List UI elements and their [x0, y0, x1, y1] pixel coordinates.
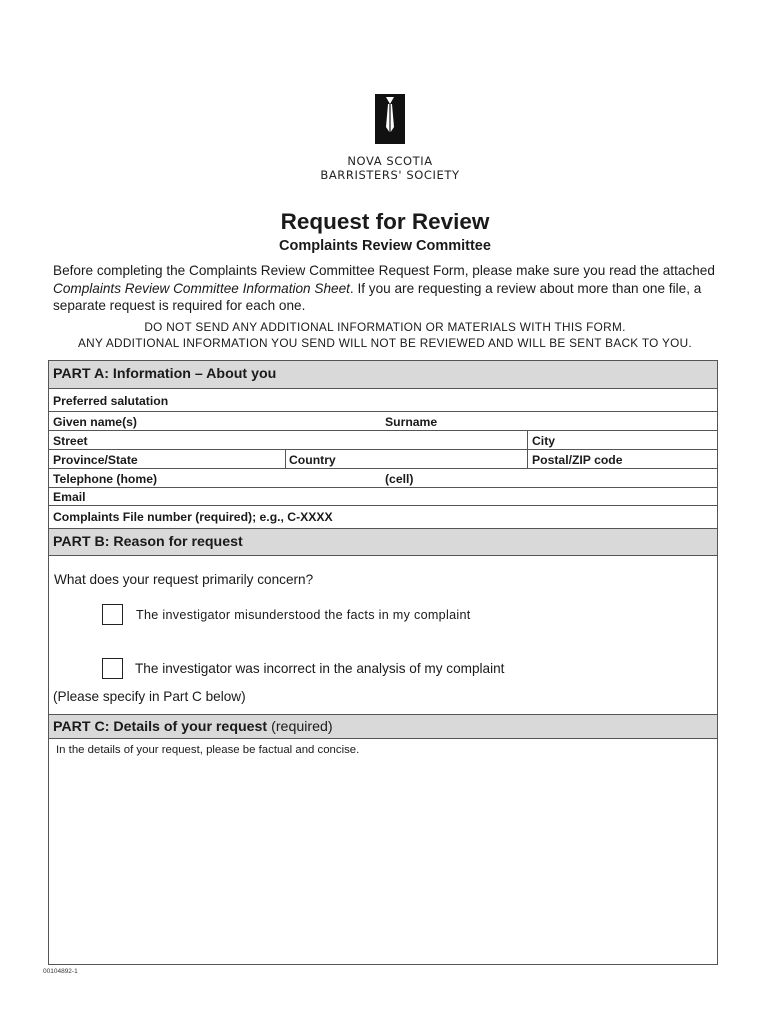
city-label: City: [532, 434, 556, 448]
given-names-label: Given name(s): [53, 415, 137, 429]
details-hint: In the details of your request, please be factual and concise.: [56, 744, 360, 756]
society-logo: [319, 94, 461, 182]
street-row: [49, 431, 717, 450]
intro-paragraph: [53, 262, 721, 315]
email-field[interactable]: [49, 488, 717, 506]
street-city-divider: [527, 431, 528, 449]
required-note: (required): [267, 719, 333, 735]
province-row: [49, 450, 717, 469]
telephone-row: [49, 469, 717, 488]
part-b-heading: PART B: Reason for request: [49, 528, 717, 556]
incorrect-analysis-label: The investigator was incorrect in the analysis of my complaint: [135, 661, 505, 676]
page-title: Request for Review: [280, 209, 490, 234]
information-sheet-title: Complaints Review Committee Information Sheet: [53, 280, 350, 296]
part-c-heading: PART C: Details of your request (required): [49, 714, 717, 739]
country-postal-divider: [527, 450, 528, 468]
request-form: [48, 360, 718, 965]
incorrect-analysis-checkbox[interactable]: [102, 658, 123, 679]
country-label: Country: [289, 453, 336, 467]
province-country-divider: [285, 450, 286, 468]
misunderstood-facts-checkbox[interactable]: [102, 604, 123, 625]
cell-label: (cell): [385, 472, 414, 486]
province-state-label: Province/State: [53, 453, 138, 467]
email-label: Email: [53, 490, 86, 504]
file-number-label: Complaints File number (required); e.g., C-XXXX: [53, 510, 333, 524]
telephone-home-label: Telephone (home): [53, 472, 158, 486]
intro-text-after: . If you are requesting a review about more than one file, a separate request is required for each one.: [53, 280, 702, 313]
surname-label: Surname: [385, 415, 438, 429]
preferred-salutation-label: Preferred salutation: [53, 394, 169, 408]
specify-note: (Please specify in Part C below): [53, 689, 246, 704]
preferred-salutation-field[interactable]: [49, 389, 717, 412]
name-row: [49, 412, 717, 431]
logo-line-2: BARRISTERS' SOCIETY: [320, 168, 460, 182]
logo-line-1: NOVA SCOTIA: [347, 154, 433, 168]
intro-text-before: Before completing the Complaints Review Committee Request Form, please make sure you read the attached: [53, 263, 715, 278]
concern-question: What does your request primarily concern?: [54, 572, 314, 587]
street-label: Street: [53, 434, 88, 448]
misunderstood-facts-label: The investigator misunderstood the facts in my complaint: [136, 608, 471, 622]
notice-line-1: DO NOT SEND ANY ADDITIONAL INFORMATION OR MATERIALS WITH THIS FORM.: [144, 320, 626, 334]
barrister-robe-icon: [375, 94, 405, 144]
postal-zip-label: Postal/ZIP code: [532, 453, 623, 467]
document-number: 00104892-1: [43, 968, 78, 975]
file-number-field[interactable]: [49, 506, 717, 528]
page-subtitle: Complaints Review Committee: [279, 238, 491, 254]
details-textarea[interactable]: [49, 739, 717, 964]
notice-line-2: ANY ADDITIONAL INFORMATION YOU SEND WILL NOT BE REVIEWED AND WILL BE SENT BACK TO YOU.: [77, 336, 693, 350]
part-a-heading: PART A: Information – About you: [49, 361, 717, 389]
